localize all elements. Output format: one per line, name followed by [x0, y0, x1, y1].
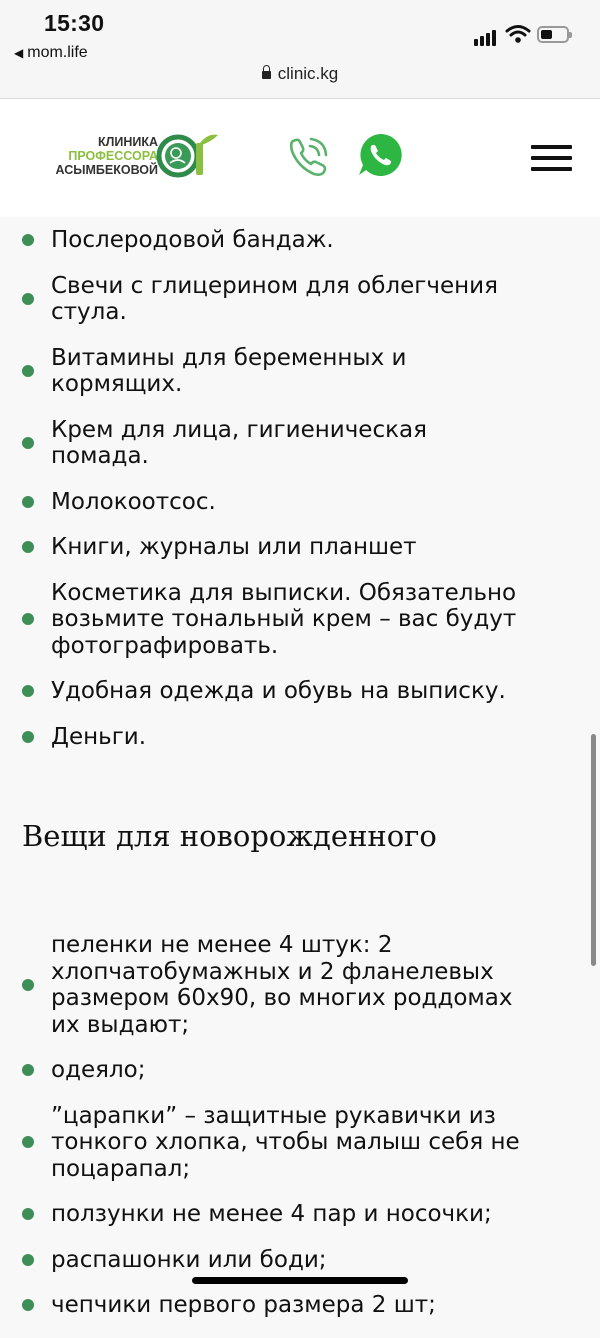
list-item: ”царапки” – защитные рукавички из тонкого хлопка, чтобы малыш себя не поцарапал; [0, 1103, 600, 1183]
list-item: ползунки не менее 4 пар и носочки; [0, 1201, 600, 1228]
bullet-icon [22, 293, 34, 305]
wifi-icon [506, 24, 530, 44]
back-arrow-icon: ◀ [14, 46, 24, 60]
phone-icon[interactable] [284, 133, 332, 181]
page-scrollbar[interactable] [591, 734, 596, 966]
bullet-icon [22, 979, 34, 991]
cellular-signal-icon [474, 28, 498, 46]
bullet-icon [22, 613, 34, 625]
list-item: Свечи с глицерином для облегчения стула. [0, 273, 600, 326]
list-item: пеленки не менее 4 штук: 2 хлопчатобумажных и 2 фланелевых размером 60х90, во многих роддомах их выдают; [0, 932, 600, 1038]
list-item: чепчики первого размера 2 шт; [0, 1292, 600, 1319]
whatsapp-icon[interactable] [357, 132, 403, 178]
bullet-icon [22, 685, 34, 697]
bullet-icon [22, 731, 34, 743]
bullet-icon [22, 365, 34, 377]
list-item: Крем для лица, гигиеническая помада. [0, 417, 600, 470]
list-item: одеяло; [0, 1057, 600, 1084]
list-item: Послеродовой бандаж. [0, 227, 600, 254]
list-item: Молокоотсос. [0, 489, 600, 516]
mother-items-list [0, 227, 600, 769]
list-item: Книги, журналы или планшет [0, 534, 600, 561]
bullet-icon [22, 1299, 34, 1311]
home-indicator[interactable] [192, 1277, 408, 1284]
clinic-logo[interactable] [42, 129, 222, 185]
bullet-icon [22, 1254, 34, 1266]
logo-mark-icon [156, 129, 222, 179]
list-item: Косметика для выписки. Обязательно возьмите тональный крем – вас будут фотографировать. [0, 580, 600, 660]
bullet-icon [22, 437, 34, 449]
logo-line-2: ПРОФЕССОРА [68, 149, 158, 163]
back-to-app-button[interactable] [14, 44, 88, 62]
bullet-icon [22, 1064, 34, 1076]
clock: 15:30 [44, 10, 105, 36]
bullet-icon [22, 1136, 34, 1148]
hamburger-menu-icon[interactable] [531, 145, 572, 171]
logo-line-1: КЛИНИКА [97, 135, 158, 149]
lock-icon [262, 71, 271, 79]
bullet-icon [22, 234, 34, 246]
article-content [0, 217, 600, 1318]
site-header [0, 99, 600, 217]
list-item: Деньги. [0, 724, 600, 751]
bullet-icon [22, 1208, 34, 1220]
bullet-icon [22, 496, 34, 508]
back-app-label: mom.life [27, 44, 88, 61]
list-item: Удобная одежда и обувь на выписку. [0, 678, 600, 705]
battery-icon [537, 26, 569, 43]
list-item: распашонки или боди; [0, 1247, 600, 1274]
ios-status-bar [0, 0, 600, 99]
list-item: Витамины для беременных и кормящих. [0, 345, 600, 398]
section-heading-newborn: Вещи для новорожденного [22, 819, 437, 853]
bullet-icon [22, 541, 34, 553]
logo-line-3: АСЫМБЕКОВОЙ [55, 163, 158, 177]
url-text: clinic.kg [277, 64, 339, 83]
address-bar[interactable] [0, 64, 600, 84]
